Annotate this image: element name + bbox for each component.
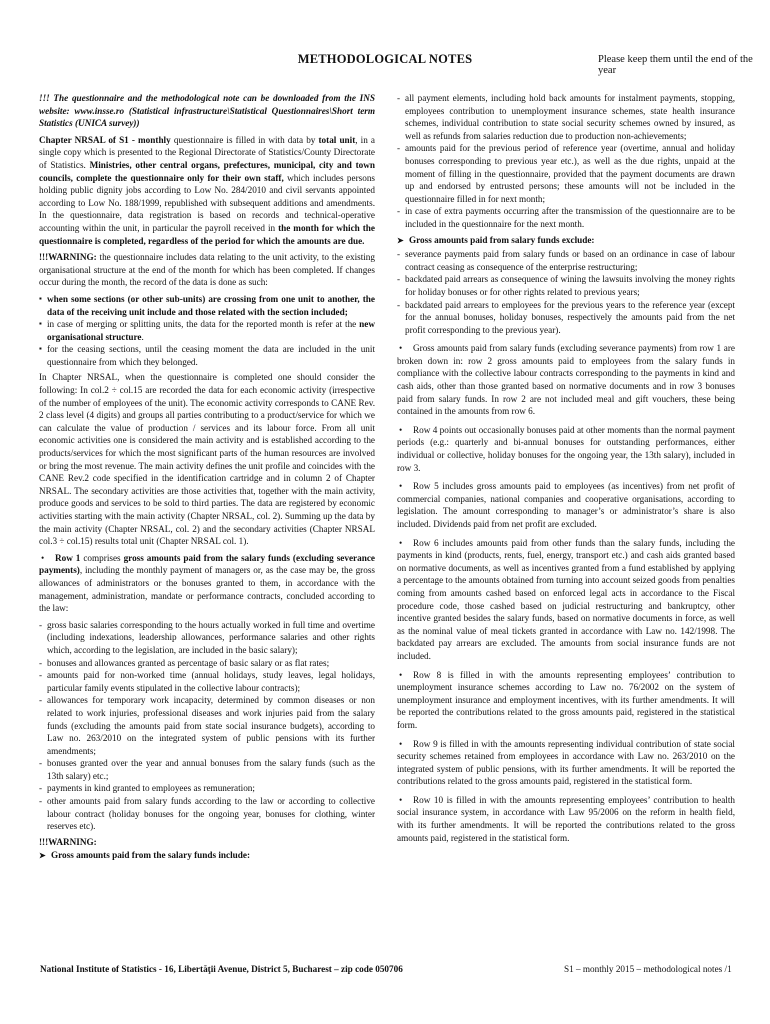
bullet-icon: • (399, 537, 403, 548)
page-title: METHODOLOGICAL NOTES (297, 52, 473, 66)
gross-exclude-list (397, 248, 735, 336)
arrow-right-icon: ➤ (397, 235, 404, 245)
bullet-icon: • (399, 424, 403, 435)
list-item: - all payment elements, including hold back amounts for instalment payments, stopping, employees contribution to unemployment insurance schemes, state health insurance schemes, individual contribution to state social security schemes owned by insured, as well as refunds from salaries reduction due to production non-achievements; (397, 92, 735, 142)
list-item: - bonuses and allowances granted as percentage of basic salary or as flat rates; (39, 657, 375, 670)
download-note: !!! The questionnaire and the methodological note can be downloaded from the INS website: www.insse.ro (Statistical infrastructure\Statistical Questionnaires\Short term Statistics (UNICA survey)) (39, 93, 375, 129)
row4-description: • Row 4 points out occasionally bonuses paid at other moments than the normal payment periods (e.g.: quarterly and bi-annual bonuses for outstanding performances, either individual or collective, holiday bonuses for the ongoing year, the 13th salary), included in row 3. (397, 424, 735, 473)
bullet-icon: • (399, 794, 403, 805)
list-item: ▪ when some sections (or other sub-units) are crossing from one unit to another, the data of the receiving unit include and those related with the section included; (39, 293, 375, 318)
row1-breakdown: • Gross amounts paid from salary funds (excluding severance payments) from row 1 are broken down in: row 2 gross amounts paid to employees from the salary funds in compliance with the collective labour contracts corresponding to the payments in kind and cash aids, other than those granted based on normative documents and in row 3 bonuses paid from salary funds. In row 2 are not included meal and gift vouchers, these being contained in the amounts from row 6. (397, 343, 735, 417)
list-item: - amounts paid for the previous period of reference year (overtime, annual and holiday bonuses corresponding to previous year etc.), as well as the due rights, unpaid at the moment of filling in the questionnaire, provided that the payment documents are drawn up and endorsed by entrusted persons; these amounts will not be included in the questionnaire filled in for next month; (397, 142, 735, 205)
keep-note: Please keep them until the end of the year (598, 54, 753, 76)
list-item: - gross basic salaries corresponding to the hours actually worked in full time and overtime (including indexations, leadership allowances, performance salaries and other rights which, according to the legislation, are included in the basic salary); (39, 619, 375, 657)
list-item: - allowances for temporary work incapacity, determined by common diseases or non related to work injuries, professional diseases and work injuries paid from the salary funds (excluding the amounts paid from state social insurance budgets), according to Law no. 263/2010 on the integrated system of public pensions with its further amendments; (39, 694, 375, 757)
bullet-icon: • (399, 343, 403, 354)
list-item: - amounts paid for non-worked time (annual holidays, study leaves, legal holidays, particular family events stipulated in the collective labour contracts); (39, 669, 375, 694)
gross-include-heading: ➤ Gross amounts paid from the salary funds include: (39, 849, 375, 863)
list-item: - backdated paid arrears to employees for the previous years to the reference year (except for the annual bonuses, holiday bonuses, respectively the amounts paid from the net profit corresponding to the previous year). (397, 299, 735, 337)
right-column (397, 92, 735, 848)
chapter-intro: Chapter NRSAL of S1 - monthly questionnaire is filled in with data by total unit, in a single copy which is presented to the Regional Directorate of Statistics/County Directorate of Statistics. Ministries, other central organs, prefectures, municipal, city and town councils, complete the questionnaire only for their own staff, which includes persons holding public dignity jobs according to Low No. 284/2010 and civil servants appointed according to Low No. 188/1999, republished with subsequent additions and amendments. In the questionnaire, data registration is based on records and technical-operative accounting within the unit, in particular the payroll received in the month for which the questionnaire is completed, regardless of the period for which the amounts are due. (39, 134, 375, 246)
structure-change-list (39, 293, 375, 369)
gross-exclude-heading: ➤ Gross amounts paid from salary funds exclude: (397, 234, 735, 248)
row6-description: • Row 6 includes amounts paid from other funds than the salary funds, including the payments in kind (products, rents, fuel, energy, transport etc.) and cash aids granted based on normative documents, as well as incentives granted from a fund established by applying a percentage to the amounts obtained from turning into account seized goods from penalties coming from amounts cashed based on enforced legal acts in accordance to the Fiscal procedure code, those cashed based on judicial restructuring and bankruptcy, other incentive granted besides the salary funds, based on normative documents in force, as well as the nominal value of meal tickets granted in accordance with Law no. 142/1998. The backdated pay arrears are excluded. The amounts from social insurance funds are not included. (397, 537, 735, 661)
list-item: - backdated paid arrears as consequence of wining the lawsuits involving the money rights for holiday bonuses or for other rights related to previous years; (397, 273, 735, 298)
chapter-nrsal-explanation: In Chapter NRSAL, when the questionnaire is completed one should consider the following: In col.2 ÷ col.15 are recorded the data for each economic activity (irrespective of the number of employees of the unit). The economic activity corresponds to CANE Rev. 2 class level (4 digits) and groups all parties contributing to a product/service for which we can calculate the value of production / services and its labour force. From all unit economic activities one is considered the main activity and is established according to the products/services for which the most significant parts of the human resources are involved or bring the most revenue. The main activity defines the unit profile and coincides with the CANE Rev.2 code specified in the identification cartridge and in column 2 of Chapter NRSAL. The secondary activities are those activities that, together with the main activity, produce goods and services to be sold to third parties. The data are registered by economic activities starting with the main activity (Chapter NRSAL, col. 2). Summing up the data by the main activity (Chapter NRSAL, col. 2) and the secondary activities (Chapter NRSAL col.3 ÷ col.15) results total unit (Chapter NRSAL col. 1). (39, 372, 375, 547)
list-item: ▪ in case of merging or splitting units, the data for the reported month is refer at the new organisational structure. (39, 318, 375, 343)
list-item: - in case of extra payments occurring after the transmission of the questionnaire are to be included in the questionnaire for the next month. (397, 205, 735, 230)
left-column (39, 92, 375, 867)
arrow-right-icon: ➤ (39, 851, 46, 861)
warning-structure: !!!WARNING: the questionnaire includes data relating to the unit activity, to the existing organisational structure at the end of the month for which has been completed. If changes occur during the month, the record of the data is done as such: (39, 252, 375, 288)
footer-page-ref: S1 – monthly 2015 – methodological notes /1 (564, 964, 732, 974)
list-item: - severance payments paid from salary funds or based on an ordinance in case of labour contract ceasing as consequence of the enterprise restructuring; (397, 248, 735, 273)
list-item: ▪ for the ceasing sections, until the ceasing moment the data are included in the unit questionnaire from which they belonged. (39, 343, 375, 368)
list-item: - bonuses granted over the year and annual bonuses from the salary funds (such as the 13th salary) etc.; (39, 757, 375, 782)
row9-description: • Row 9 is filled in with the amounts representing individual contribution of state social security schemes retained from employees in accordance with Law no. 263/2010 on the integrated system of public pensions, with its further amendments. It will be reported the contributions related to the gross amounts paid, registered in the statistical form. (397, 738, 735, 787)
row5-description: • Row 5 includes gross amounts paid to employees (as incentives) from net profit of commercial companies, national companies and cooperative organisations, according to legislation. The amount corresponding to manager’s or administrator’s share is also included. Dividends paid from net profit are excluded. (397, 481, 735, 529)
list-item: - payments in kind granted to employees as remuneration; (39, 782, 375, 795)
row10-description: • Row 10 is filled in with the amounts representing employees’ contribution to health social insurance system, in accordance with Law 95/2006 on the reform in health field, with its further amendments. It will be reported the contributions related to the gross amounts paid, registered in the statistical form. (397, 794, 735, 843)
row8-description: • Row 8 is filled in with the amounts representing employees’ contribution to unemployment insurance schemes according to Law no. 76/2002 on the system of unemployment insurance and employment incentives, with its further amendments. It will be reported the contributions related to the gross amounts paid, registered in the statistical form. (397, 669, 735, 730)
bullet-icon: • (41, 552, 45, 563)
bullet-icon: • (399, 481, 403, 492)
row1-components-list (39, 619, 375, 833)
gross-include-list (397, 92, 735, 231)
list-item: - other amounts paid from salary funds according to the law or according to collective labour contract (holiday bonuses for the ongoing year, bonuses for clothing, winter reserves etc). (39, 795, 375, 833)
bullet-icon: • (399, 738, 403, 749)
footer-address: National Institute of Statistics - 16, Libertăţii Avenue, District 5, Bucharest – zip code 050706 (40, 964, 403, 974)
row1-description: • Row 1 comprises gross amounts paid from the salary funds (excluding severance payments), including the monthly payment of managers or, as the case may be, the gross allowances of administrators or the bonuses granted to them, in accordance with the management, administration, mandate or performance contracts, concluded according to the law: (39, 552, 375, 614)
warning-label: !!!WARNING: (39, 836, 97, 847)
bullet-icon: • (399, 669, 403, 680)
